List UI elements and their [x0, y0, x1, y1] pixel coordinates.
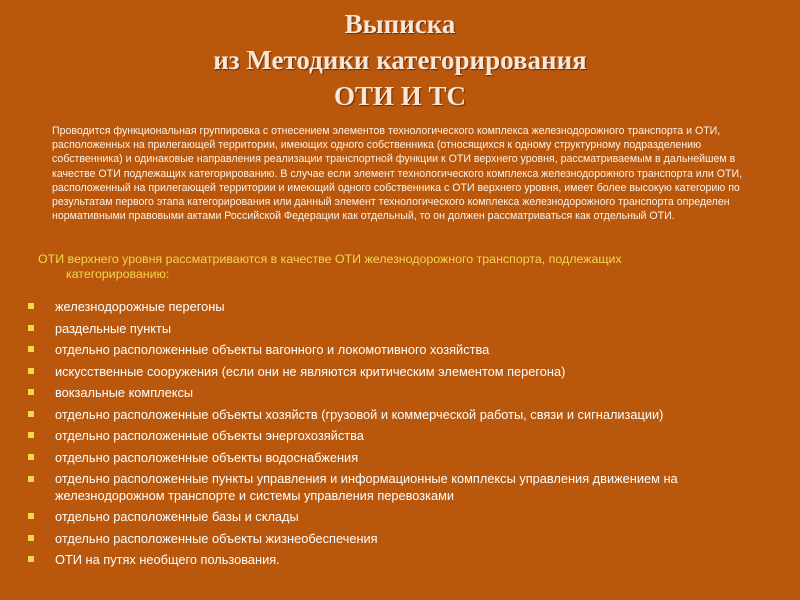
- lead-paragraph: [38, 252, 738, 282]
- list-item: [28, 425, 788, 447]
- list-item: [28, 361, 788, 383]
- list-item-text: отдельно расположенные объекты хозяйств (грузовой и коммерческой работы, связи и сигнализации): [55, 406, 664, 422]
- list-item-text: железнодорожные перегоны: [55, 299, 225, 314]
- list-item-text: раздельные пункты: [55, 320, 172, 336]
- title-line-2: из Методики категорирования: [213, 45, 587, 75]
- bullet-icon: [28, 411, 34, 417]
- bullet-icon: [28, 303, 34, 309]
- list-item-text: отдельно расположенные объекты водоснабжения: [55, 449, 359, 465]
- list-item: [28, 382, 788, 404]
- intro-paragraph: Проводится функциональная группировка с отнесением элементов технологического комплекса железнодорожного транспорта и ОТИ, расположенных на прилегающей территории, имеющих одного собственника (относящихся к одному структурному подразделению собственника) и одинаковые направления реализации транспортной функции к ОТИ верхнего уровня, рассматриваемым в дальнейшем в качестве ОТИ подлежащих категорированию. В случае если элемент технологического комплекса железнодорожного транспорта или ОТИ, расположенный на прилегающей территории и имеющий одного собственника с ОТИ верхнего уровня, имеет более высокую категорию по результатам первого этапа категорирования или данный элемент технологического комплекса железнодорожного транспорта определен нормативными правовыми актами Российской Федерации как отдельный, то он должен рассматриваться как отдельный ОТИ.: [52, 125, 743, 223]
- list-item: [28, 549, 788, 571]
- bullet-icon: [28, 325, 34, 331]
- title-line-3: ОТИ И ТС: [333, 81, 467, 111]
- bullet-icon: [28, 454, 34, 460]
- list-item-text: отдельно расположенные объекты вагонного и локомотивного хозяйства: [55, 342, 490, 357]
- list-item: [28, 468, 788, 506]
- list-item: [28, 404, 788, 426]
- bullet-icon: [28, 535, 34, 541]
- list-item: [28, 506, 788, 528]
- title-line-1: Выписка: [344, 9, 456, 39]
- list-item-text: отдельно расположенные объекты жизнеобеспечения: [55, 530, 378, 546]
- list-item-text: ОТИ на путях необщего пользования.: [55, 552, 280, 567]
- lead-line-1: ОТИ верхнего уровня рассматриваются в качестве ОТИ железнодорожного транспорта, подлежащих: [38, 252, 622, 266]
- list-item-text: вокзальные комплексы: [55, 385, 194, 400]
- bullet-icon: [28, 346, 34, 352]
- lead-line-2: категорированию:: [66, 267, 170, 281]
- list-item: [28, 339, 788, 361]
- list-item: [28, 296, 788, 318]
- bullet-icon: [28, 513, 34, 519]
- bullet-icon: [28, 389, 34, 395]
- list-item: [28, 447, 788, 469]
- category-list: [28, 296, 788, 571]
- list-item-text: отдельно расположенные объекты энергохозяйства: [55, 428, 364, 443]
- list-item: [28, 528, 788, 550]
- list-item: [28, 318, 788, 340]
- slide-title: [0, 6, 800, 114]
- bullet-icon: [28, 476, 34, 482]
- bullet-icon: [28, 432, 34, 438]
- list-item-text: отдельно расположенные пункты управления и информационные комплексы управления движением на железнодорожном транспорте и системы управления перевозками: [55, 471, 678, 503]
- list-item-text: искусственные сооружения (если они не являются критическим элементом перегона): [55, 363, 566, 379]
- list-item-text: отдельно расположенные базы и склады: [55, 509, 299, 524]
- bullet-icon: [28, 556, 34, 562]
- bullet-icon: [28, 368, 34, 374]
